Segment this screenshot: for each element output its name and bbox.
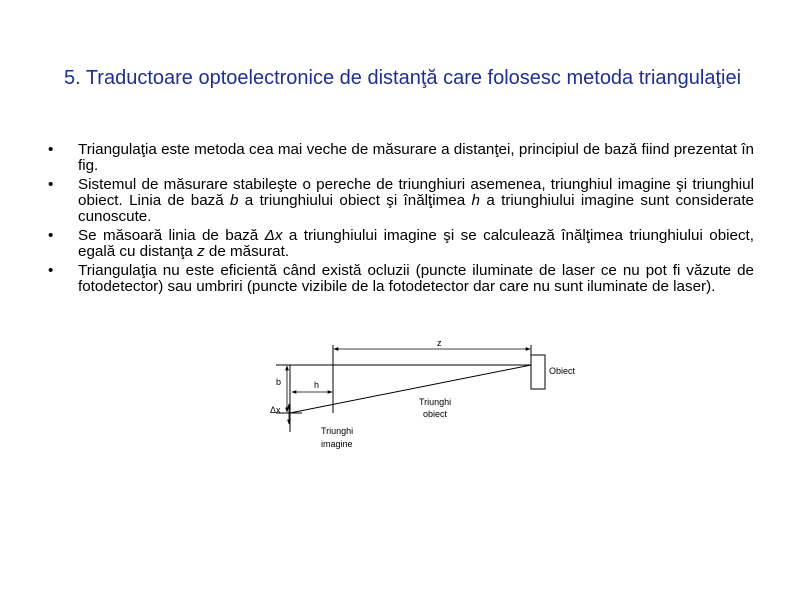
triunghi-imagine-label-line1: Triunghi [321,426,354,436]
dx-label: Δx [270,405,281,415]
bullet-text: de măsurat. [204,243,290,260]
bullet-text: Sistemul de măsurare stabileşte o pereche de triunghiuri asemenea, triunghiul imagine şi triunghiul obiect. Linia de bază [78,176,754,209]
bullet-text: Triangulaţia este metoda cea mai veche de măsurare a distanţei, principiul de bază fiind prezentat în fig. [78,141,754,174]
bullet-text: a triunghiului imagine şi se calculează înălţimea triunghiului obiect, egală cu distanţa [78,227,754,260]
object-box [531,355,545,389]
triunghi-obiect-label-line2: obiect [423,409,448,419]
obiect-label: Obiect [549,366,576,376]
bullet-text: a triunghiului imagine sunt considerate cunoscute. [78,192,754,225]
b-label: b [276,377,282,387]
triunghi-obiect-label-line1: Triunghi [419,397,452,407]
bullet-text: Triangulaţia nu este eficientă când există ocluzii (puncte iluminate de laser ce nu pot fi văzute de fotodetector) sau umbriri (puncte vizibile de la fotodetector dar care nu sunt iluminate de laser). [78,262,754,295]
bullet-variable: h [471,192,480,209]
h-label: h [314,380,320,390]
sight-line [290,365,531,413]
bullet-text: Se măsoară linia de bază [78,227,265,244]
z-label: z [437,338,442,348]
bullet-text: a triunghiului obiect şi înălţimea [238,192,472,209]
triunghi-imagine-label-line2: imagine [321,439,353,449]
bullet-variable: b [230,192,239,209]
slide-title: 5. Traductoare optoelectronice de distanţă care folosesc metoda triangulaţiei [63,67,742,89]
bullet-variable: Δx [264,227,283,244]
bullet-variable: z [197,243,205,260]
